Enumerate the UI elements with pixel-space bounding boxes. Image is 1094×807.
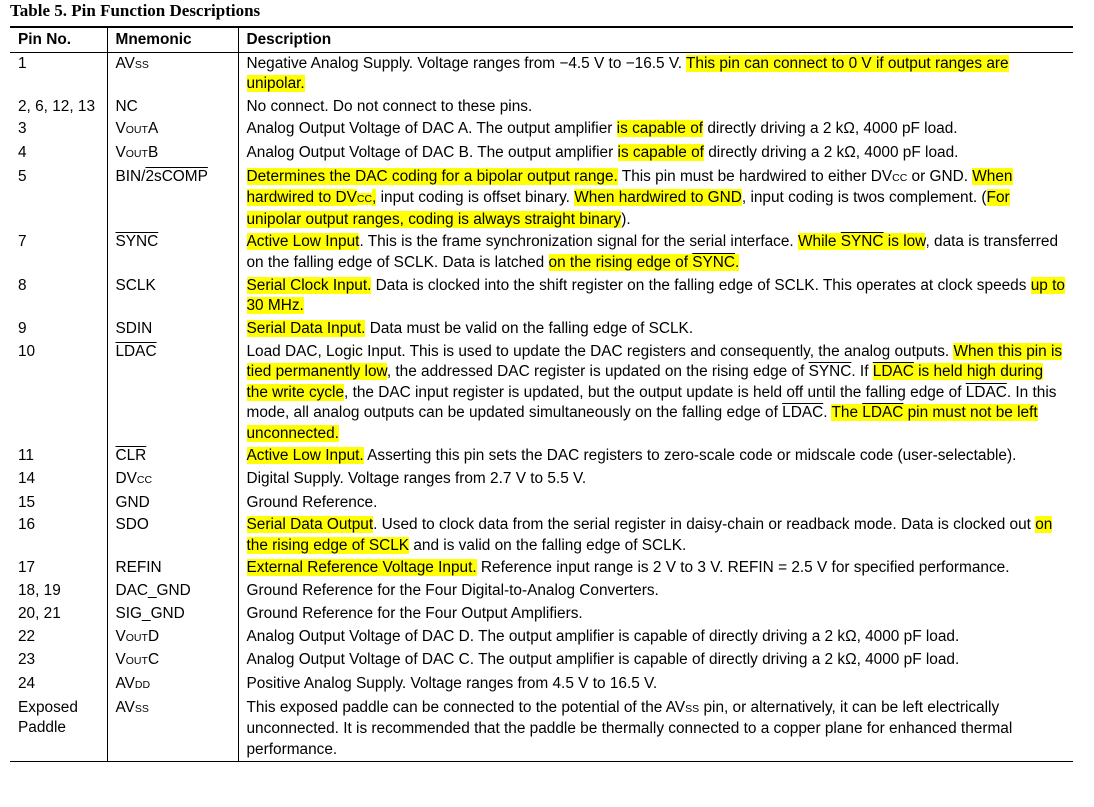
table-row	[10, 626, 1073, 650]
text-run: , the addressed DAC register is updated on the rising edge of	[386, 363, 809, 380]
pin-number-cell: 15	[18, 493, 36, 511]
table-row	[10, 603, 1073, 626]
mnemonic-cell	[107, 52, 238, 96]
description-cell	[238, 52, 1073, 96]
description-cell	[238, 96, 1073, 119]
text-run: OUT	[125, 631, 148, 644]
text-run: BIN/	[115, 167, 146, 185]
pin-number-cell: 22	[18, 627, 36, 645]
description-cell	[238, 603, 1073, 626]
mnemonic-cell	[107, 468, 238, 492]
text-run: V	[115, 144, 126, 162]
mnemonic-cell	[107, 580, 238, 603]
table-row	[10, 142, 1073, 166]
pin-number-cell: 1	[18, 54, 27, 72]
text-run: is held high during the write cycle	[246, 363, 1044, 401]
text-run: V	[115, 627, 126, 645]
mnemonic-cell	[107, 697, 238, 762]
table-row	[10, 557, 1073, 580]
text-run: Ground Reference for the Four Output Amplifiers.	[246, 604, 583, 622]
pin-number-cell: 23	[18, 651, 36, 669]
text-run: Asserting this pin sets the DAC registers to zero-scale code or midscale code (user-selectable).	[363, 447, 1017, 465]
text-run: SYNC	[115, 233, 159, 251]
mnemonic-cell	[107, 166, 238, 232]
table-row	[10, 673, 1073, 697]
table-row	[10, 445, 1073, 468]
text-run: AV	[115, 674, 135, 692]
text-run: DAC_GND	[115, 582, 191, 600]
text-run: SS	[685, 702, 700, 715]
text-run: Ground Reference for the Four Digital-to-Analog Converters.	[246, 582, 659, 600]
text-run: directly driving a 2 kΩ, 4000 pF load.	[703, 144, 959, 162]
text-run: ).	[621, 210, 631, 228]
pin-number-cell: 11	[18, 447, 34, 465]
text-run: Data must be valid on the falling edge of SCLK.	[365, 319, 694, 337]
text-run: OUT	[125, 148, 148, 161]
mnemonic-cell	[107, 118, 238, 142]
description-cell	[238, 649, 1073, 673]
text-run: Analog Output Voltage of DAC C. The output amplifier is capable of directly driving a 2 kΩ, 4000 pF load.	[246, 651, 960, 669]
description-cell	[238, 626, 1073, 650]
text-run: and is valid on the falling edge of SCLK.	[409, 536, 687, 554]
pin-number-cell: 14	[18, 469, 36, 487]
text-run: GND	[115, 493, 150, 511]
mnemonic-cell	[107, 557, 238, 580]
text-run: OUT	[125, 655, 148, 668]
mnemonic-cell	[107, 231, 238, 274]
text-run: Analog Output Voltage of DAC B. The output amplifier	[246, 144, 618, 162]
text-run: . In this mode, all analog outputs can be updated simultaneously on the falling edge of	[246, 383, 1057, 421]
table-row	[10, 96, 1073, 119]
text-run: OUT	[125, 124, 148, 137]
text-run: AV	[115, 698, 135, 716]
description-cell	[238, 697, 1073, 762]
pin-number-cell: 8	[18, 276, 27, 294]
mnemonic-cell	[107, 492, 238, 515]
text-run: . Used to clock data from the serial register in daisy-chain or readback mode. Data is clocked out	[373, 516, 1036, 534]
pin-number-cell: 7	[18, 233, 27, 251]
text-run: . This is the frame synchronization signal for the serial interface.	[359, 233, 798, 251]
pin-number-cell: 3	[18, 120, 27, 138]
text-run: Serial Data Input.	[246, 319, 366, 337]
text-run: This exposed paddle can be connected to the potential of the AV	[246, 698, 686, 716]
text-run: up to 30 MHz.	[246, 276, 1065, 315]
text-run: LDAC	[782, 404, 824, 421]
text-run: directly driving a 2 kΩ, 4000 pF load.	[703, 120, 958, 138]
text-run: Digital Supply. Voltage ranges from 2.7 V to 5.5 V.	[246, 469, 587, 487]
text-run: , the DAC input register is updated, but the output update is held off until the falling edge of	[344, 383, 966, 401]
text-run: No connect. Do not connect to these pins.	[246, 97, 533, 115]
text-run: .	[823, 404, 832, 421]
table-header-row	[10, 27, 1073, 52]
pin-number-cell: 2, 6, 12, 13	[18, 97, 96, 115]
table-row	[10, 492, 1073, 515]
description-cell	[238, 118, 1073, 142]
text-run: is low	[883, 233, 926, 251]
text-run: SYNC	[808, 363, 852, 380]
mnemonic-cell	[107, 275, 238, 318]
table-row	[10, 341, 1073, 446]
text-run: is capable of	[616, 120, 704, 138]
description-cell	[238, 468, 1073, 492]
text-run: Determines the DAC coding for a bipolar output range.	[246, 167, 618, 185]
description-cell	[238, 580, 1073, 603]
table-row	[10, 468, 1073, 492]
text-run: , data is transferred on the falling edge of SCLK. Data is latched	[246, 233, 1059, 271]
description-cell	[238, 492, 1073, 515]
mnemonic-cell	[107, 445, 238, 468]
text-run: While	[798, 233, 841, 251]
table-row	[10, 580, 1073, 603]
text-run: When this pin is tied permanently low	[246, 342, 1063, 380]
column-header-mnemonic: Mnemonic	[107, 27, 238, 52]
text-run: Serial Clock Input.	[246, 276, 372, 294]
text-run: Data is clocked into the shift register on the falling edge of SCLK. This operates at clock speeds	[371, 276, 1031, 294]
pin-number-cell: 20, 21	[18, 604, 61, 622]
text-run: LDAC	[115, 342, 157, 360]
text-run: LDAC	[965, 383, 1007, 401]
text-run: .	[735, 253, 740, 271]
text-run: . If	[851, 363, 873, 380]
mnemonic-cell	[107, 649, 238, 673]
table-row	[10, 318, 1073, 341]
mnemonic-cell	[107, 142, 238, 166]
description-cell	[238, 166, 1073, 232]
description-cell	[238, 557, 1073, 580]
text-run: SS	[134, 58, 149, 71]
pin-function-table	[10, 26, 1073, 762]
description-cell	[238, 318, 1073, 341]
text-run: CC	[356, 193, 373, 206]
table-row	[10, 118, 1073, 142]
text-run: AV	[115, 54, 135, 72]
text-run: input coding is offset binary.	[376, 189, 575, 207]
text-run: V	[115, 651, 126, 669]
description-cell	[238, 341, 1073, 446]
description-cell	[238, 445, 1073, 468]
text-run: $\overline{CLR}$	[115, 447, 147, 465]
description-cell	[238, 514, 1073, 557]
text-run: C	[147, 651, 160, 669]
text-run: Load DAC, Logic Input. This is used to update the DAC registers and consequently, the analog outputs.	[246, 342, 954, 360]
text-run: CC	[892, 171, 908, 184]
text-run: is capable of	[617, 144, 704, 162]
pin-number-cell: 16	[18, 516, 36, 534]
text-run: D	[147, 627, 160, 645]
description-cell	[238, 275, 1073, 318]
text-run: pin, or alternatively, it can be left electrically unconnected. It is recommended that the paddle be thermally connected to a copper plane for enhanced thermal performance.	[246, 698, 1013, 758]
text-run: For unipolar output ranges, coding is always straight binary	[246, 189, 1010, 228]
description-cell	[238, 673, 1073, 697]
text-run: A	[147, 120, 159, 138]
text-run: SYNC	[692, 253, 736, 271]
table-row	[10, 649, 1073, 673]
mnemonic-cell	[107, 673, 238, 697]
mnemonic-cell	[107, 514, 238, 557]
table-row	[10, 166, 1073, 232]
text-run: Serial Data Output	[246, 516, 374, 534]
pin-number-cell: 17	[18, 559, 36, 577]
text-run: This pin can connect to 0 V if output ranges are unipolar.	[246, 54, 1009, 92]
text-run: External Reference Voltage Input.	[246, 559, 477, 577]
text-run: Positive Analog Supply. Voltage ranges from 4.5 V to 16.5 V.	[246, 674, 658, 692]
text-run: Negative Analog Supply. Voltage ranges from −4.5 V to −16.5 V.	[246, 54, 687, 72]
text-run: DV	[115, 469, 137, 487]
table-body	[10, 52, 1073, 762]
pin-number-cell: 9	[18, 319, 27, 337]
text-run: REFIN	[115, 559, 162, 577]
text-run: This pin must be hardwired to either DV	[617, 167, 893, 185]
mnemonic-cell	[107, 341, 238, 446]
text-run: , input coding is twos complement. (	[741, 189, 987, 207]
text-run: SDIN	[115, 319, 153, 337]
text-run: or GND.	[907, 167, 973, 185]
text-run: on the rising edge of SCLK	[246, 516, 1053, 554]
table-row	[10, 697, 1073, 762]
pin-number-cell: Exposed Paddle	[10, 697, 107, 762]
mnemonic-cell	[107, 318, 238, 341]
text-run: DD	[134, 678, 151, 691]
text-run: Analog Output Voltage of DAC A. The output amplifier	[246, 120, 617, 138]
text-run: pin must not be left unconnected.	[246, 404, 1038, 442]
pin-number-cell: 24	[18, 674, 36, 692]
text-run: LDAC	[872, 363, 914, 380]
column-header-pin: Pin No.	[18, 31, 72, 48]
mnemonic-cell	[107, 96, 238, 119]
text-run: When hardwired to DV	[246, 167, 1013, 207]
text-run: Active Low Input.	[246, 447, 364, 465]
text-run: SYNC	[840, 233, 884, 251]
pin-number-cell: 18, 19	[18, 582, 61, 600]
text-run: ,	[372, 189, 377, 207]
table-row	[10, 52, 1073, 96]
text-run: SS	[134, 702, 149, 715]
text-run: LDAC	[862, 404, 904, 421]
text-run: B	[147, 144, 159, 162]
table-row	[10, 514, 1073, 557]
mnemonic-cell	[107, 626, 238, 650]
text-run: Active Low Input	[246, 233, 360, 251]
text-run: CC	[136, 473, 153, 486]
table-row	[10, 275, 1073, 318]
text-run: SIG_GND	[115, 604, 185, 622]
text-run: Ground Reference.	[246, 493, 378, 511]
text-run: Analog Output Voltage of DAC D. The output amplifier is capable of directly driving a 2 kΩ, 4000 pF load.	[246, 627, 960, 645]
pin-number-cell: 5	[18, 167, 27, 185]
description-cell	[238, 231, 1073, 274]
pin-number-cell: 4	[18, 144, 27, 162]
pin-number-cell: 10	[18, 342, 36, 360]
text-run: The	[831, 404, 863, 421]
table-row	[10, 231, 1073, 274]
table-title: Table 5. Pin Function Descriptions	[10, 1, 261, 20]
text-run: SCLK	[115, 276, 156, 294]
text-run: on the rising edge of	[548, 253, 693, 271]
text-run: NC	[115, 97, 138, 115]
text-run: Reference input range is 2 V to 3 V. REFIN = 2.5 V for specified performance.	[476, 559, 1010, 577]
text-run: V	[115, 120, 126, 138]
column-header-description: Description	[238, 27, 1073, 52]
text-run: SDO	[115, 516, 149, 534]
text-run: 2sCOMP	[145, 167, 208, 185]
description-cell	[238, 142, 1073, 166]
text-run: When hardwired to GND	[574, 189, 742, 207]
mnemonic-cell	[107, 603, 238, 626]
